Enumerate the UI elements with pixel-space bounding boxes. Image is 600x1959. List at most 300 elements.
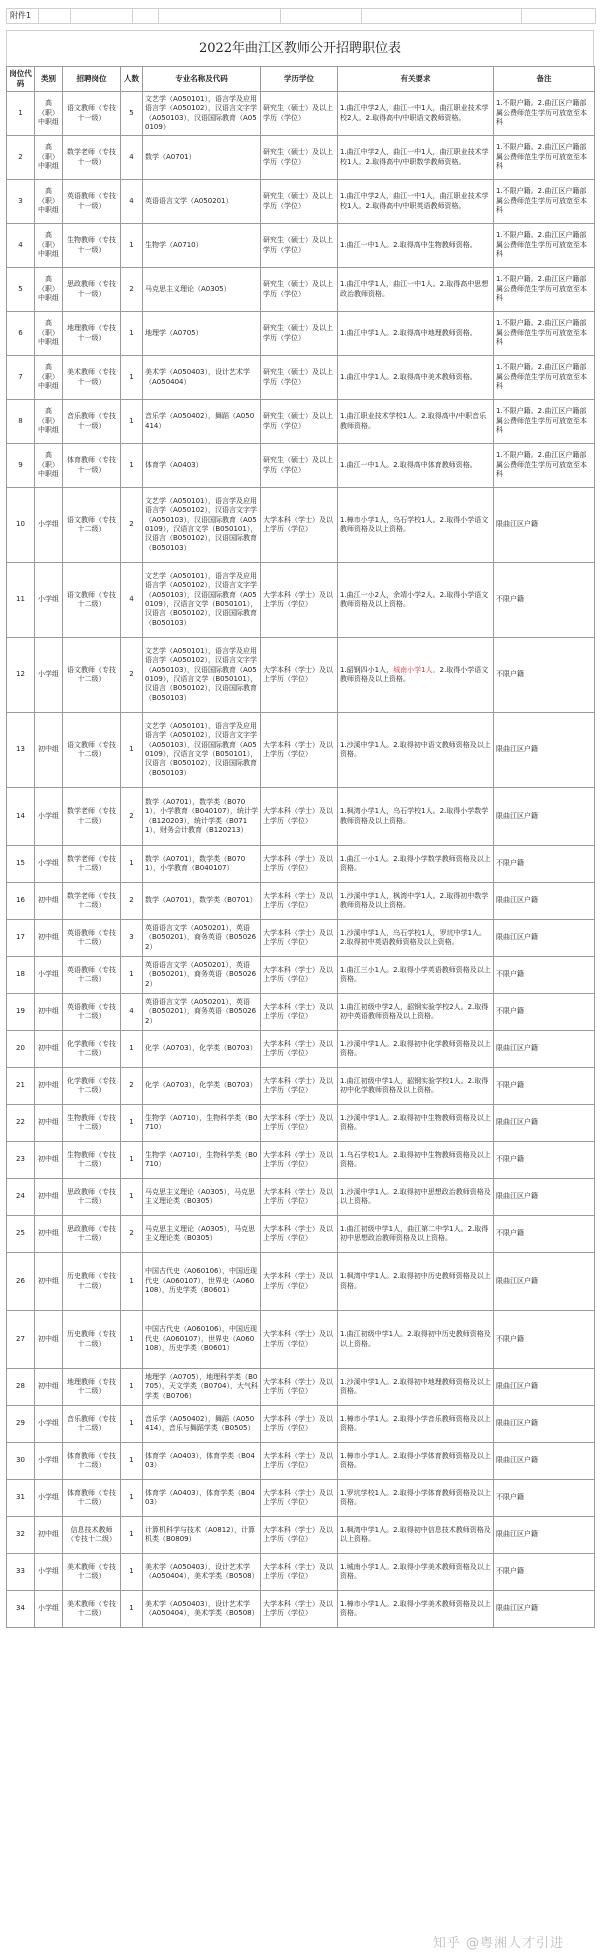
cell-education: 研究生（硕士）及以上学历（学位）	[261, 92, 338, 136]
header-empty-cell	[281, 9, 362, 23]
cell-education: 大学本科（学士）及以上学历（学位）	[261, 1253, 338, 1311]
cell-major: 生物学（A0710），生物科学类（B0710）	[143, 1105, 261, 1142]
cell-post: 生物教师（专技十二级）	[63, 1105, 121, 1142]
cell-post: 体育教师（专技十二级）	[63, 1480, 121, 1517]
cell-major: 体育学（A0403）	[143, 444, 261, 488]
cell-education: 大学本科（学士）及以上学历（学位）	[261, 1311, 338, 1369]
cell-notes: 限曲江区户籍	[494, 788, 595, 846]
cell-major: 马克思主义理论（A0305），马克思主义理论类（B0305）	[143, 1179, 261, 1216]
cell-notes: 不限户籍	[494, 994, 595, 1031]
cell-count: 2	[121, 1068, 143, 1105]
header-count: 人数	[121, 67, 143, 92]
header-post: 招聘岗位	[63, 67, 121, 92]
cell-count: 2	[121, 488, 143, 563]
table-row	[7, 1591, 595, 1628]
cell-post: 思政教师（专技十二级）	[63, 1179, 121, 1216]
cell-post: 生物教师（专技十一级）	[63, 224, 121, 268]
cell-requirements: 1.曲江中学2人，曲江一中1人，曲江职业技术学校2人。2.取得高中/中职语文教师资格。	[338, 92, 494, 136]
cell-position-code: 13	[7, 713, 35, 788]
table-row	[7, 1216, 595, 1253]
cell-requirements: 1.曲江初级中学2人，韶钢实验学校2人。2.取得初中英语教师资格及以上资格。	[338, 994, 494, 1031]
cell-category: 高（职）中职组	[35, 312, 63, 356]
cell-major: 文艺学（A050101），语言学及应用语言学（A050102），汉语言文字学（A050103），汉语国际教育（A050109），汉语言文学（B050101），汉语言（B050102），汉语国际教育（B050103）	[143, 488, 261, 563]
cell-post: 历史教师（专技十二级）	[63, 1253, 121, 1311]
cell-requirements	[338, 638, 494, 713]
table-row	[7, 1443, 595, 1480]
cell-category: 小学组	[35, 846, 63, 883]
cell-count: 1	[121, 400, 143, 444]
cell-post: 语文教师（专技十二级）	[63, 638, 121, 713]
cell-post: 语文教师（专技十二级）	[63, 563, 121, 638]
cell-position-code: 26	[7, 1253, 35, 1311]
cell-category: 小学组	[35, 1406, 63, 1443]
cell-requirements: 1.曲江一小2人，余靖小学2人。2.取得小学语文教师资格及以上资格。	[338, 563, 494, 638]
cell-count: 1	[121, 224, 143, 268]
cell-notes: 1.不限户籍。2.曲江区户籍部属公费师范生学历可放宽至本科	[494, 92, 595, 136]
cell-position-code: 24	[7, 1179, 35, 1216]
table-row	[7, 488, 595, 563]
table-row	[7, 1142, 595, 1179]
cell-education: 大学本科（学士）及以上学历（学位）	[261, 1443, 338, 1480]
header-position-code: 岗位代码	[7, 67, 35, 92]
cell-count: 1	[121, 713, 143, 788]
cell-position-code: 29	[7, 1406, 35, 1443]
cell-notes: 不限户籍	[494, 846, 595, 883]
table-body	[7, 92, 595, 1628]
header-major: 专业名称及代码	[143, 67, 261, 92]
cell-category: 高（职）中职组	[35, 136, 63, 180]
attachment-label: 附件1	[7, 9, 39, 23]
cell-position-code: 8	[7, 400, 35, 444]
cell-position-code: 6	[7, 312, 35, 356]
cell-category: 高（职）中职组	[35, 92, 63, 136]
cell-position-code: 17	[7, 920, 35, 957]
table-row	[7, 1179, 595, 1216]
cell-post: 语文教师（专技十二级）	[63, 488, 121, 563]
cell-category: 高（职）中职组	[35, 268, 63, 312]
job-positions-table	[6, 66, 595, 1628]
cell-count: 2	[121, 638, 143, 713]
cell-position-code: 30	[7, 1443, 35, 1480]
cell-count: 1	[121, 1142, 143, 1179]
cell-major: 体育学（A0403），体育学类（B0403）	[143, 1480, 261, 1517]
cell-position-code: 9	[7, 444, 35, 488]
cell-position-code: 18	[7, 957, 35, 994]
cell-post: 音乐教师（专技十二级）	[63, 1406, 121, 1443]
cell-notes: 限曲江区户籍	[494, 1253, 595, 1311]
cell-count: 1	[121, 1253, 143, 1311]
cell-major: 数学（A0701）	[143, 136, 261, 180]
cell-education: 大学本科（学士）及以上学历（学位）	[261, 994, 338, 1031]
cell-position-code: 1	[7, 92, 35, 136]
table-row	[7, 788, 595, 846]
cell-notes: 1.不限户籍。2.曲江区户籍部属公费师范生学历可放宽至本科	[494, 224, 595, 268]
cell-count: 1	[121, 1179, 143, 1216]
cell-count: 1	[121, 846, 143, 883]
cell-major: 英语语言文学（A050201），英语（B050201），商务英语（B050262）	[143, 994, 261, 1031]
cell-notes: 不限户籍	[494, 1142, 595, 1179]
cell-category: 小学组	[35, 1554, 63, 1591]
cell-count: 4	[121, 563, 143, 638]
cell-post: 音乐教师（专技十一级）	[63, 400, 121, 444]
cell-major: 化学（A0703），化学类（B0703）	[143, 1068, 261, 1105]
cell-requirements: 1.樟市小学1人，乌石学校1人。2.取得小学语文教师资格及以上资格。	[338, 488, 494, 563]
header-empty-cell	[71, 9, 133, 23]
cell-requirements: 1.沙溪中学1人。2.取得初中化学教师资格及以上资格。	[338, 1031, 494, 1068]
cell-count: 1	[121, 1311, 143, 1369]
cell-notes: 限曲江区户籍	[494, 1517, 595, 1554]
cell-notes: 限曲江区户籍	[494, 1443, 595, 1480]
cell-post: 化学教师（专技十二级）	[63, 1068, 121, 1105]
cell-category: 初中组	[35, 1216, 63, 1253]
cell-notes: 不限户籍	[494, 1216, 595, 1253]
cell-position-code: 12	[7, 638, 35, 713]
cell-position-code: 31	[7, 1480, 35, 1517]
cell-category: 小学组	[35, 1480, 63, 1517]
cell-requirements: 1.曲江中学1人，曲江一中1人。2.取得高中思想政治教师资格。	[338, 268, 494, 312]
table-row	[7, 1105, 595, 1142]
cell-count: 2	[121, 268, 143, 312]
cell-education: 研究生（硕士）及以上学历（学位）	[261, 180, 338, 224]
cell-count: 1	[121, 1480, 143, 1517]
cell-notes: 不限户籍	[494, 638, 595, 713]
cell-post: 英语教师（专技十一级）	[63, 180, 121, 224]
cell-requirements: 1.曲江中学1人。2.取得高中美术教师资格。	[338, 356, 494, 400]
cell-post: 思政教师（专技十一级）	[63, 268, 121, 312]
cell-major: 数学（A0701），数学类（B0701）	[143, 883, 261, 920]
cell-major: 文艺学（A050101），语言学及应用语言学（A050102），汉语言文字学（A050103），汉语国际教育（A050109），汉语言文学（B050101），汉语言（B050102），汉语国际教育（B050103）	[143, 713, 261, 788]
header-empty-cell	[522, 9, 595, 23]
cell-requirements: 1.罗坑学校1人。2.取得小学体育教师资格及以上资格。	[338, 1480, 494, 1517]
watermark: 知乎 @粤湘人才引进	[432, 1936, 564, 1951]
table-row	[7, 92, 595, 136]
cell-education: 大学本科（学士）及以上学历（学位）	[261, 1142, 338, 1179]
table-row	[7, 1517, 595, 1554]
cell-count: 1	[121, 1591, 143, 1628]
cell-category: 初中组	[35, 883, 63, 920]
cell-notes: 限曲江区户籍	[494, 1369, 595, 1406]
cell-category: 小学组	[35, 788, 63, 846]
cell-position-code: 22	[7, 1105, 35, 1142]
cell-category: 小学组	[35, 488, 63, 563]
cell-category: 小学组	[35, 563, 63, 638]
header-category: 类别	[35, 67, 63, 92]
cell-post: 数学老师（专技十二级）	[63, 846, 121, 883]
cell-major: 文艺学（A050101），语言学及应用语言学（A050102），汉语言文字学（A050103），汉语国际教育（A050109）	[143, 92, 261, 136]
cell-count: 1	[121, 312, 143, 356]
cell-major: 马克思主义理论（A0305），马克思主义理论类（B0305）	[143, 1216, 261, 1253]
cell-requirements: 1.乌石学校1人。2.取得初中生物教师资格及以上资格。	[338, 1142, 494, 1179]
cell-education: 大学本科（学士）及以上学历（学位）	[261, 1369, 338, 1406]
cell-education: 大学本科（学士）及以上学历（学位）	[261, 1179, 338, 1216]
cell-position-code: 23	[7, 1142, 35, 1179]
cell-education: 大学本科（学士）及以上学历（学位）	[261, 1216, 338, 1253]
cell-education: 研究生（硕士）及以上学历（学位）	[261, 400, 338, 444]
cell-education: 大学本科（学士）及以上学历（学位）	[261, 1406, 338, 1443]
cell-count: 3	[121, 920, 143, 957]
table-row	[7, 1253, 595, 1311]
cell-major: 英语语言文学（A050201）	[143, 180, 261, 224]
table-row	[7, 224, 595, 268]
cell-post: 语文教师（专技十一级）	[63, 92, 121, 136]
header-empty-cell	[39, 9, 71, 23]
cell-requirements: 1.曲江职业技术学校1人。2.取得高中/中职音乐教师资格。	[338, 400, 494, 444]
cell-count: 4	[121, 994, 143, 1031]
cell-notes: 1.不限户籍。2.曲江区户籍部属公费师范生学历可放宽至本科	[494, 356, 595, 400]
cell-category: 初中组	[35, 1179, 63, 1216]
header-empty-cell	[362, 9, 522, 23]
cell-major: 文艺学（A050101），语言学及应用语言学（A050102），汉语言文字学（A050103），汉语国际教育（A050109），汉语言文学（B050101），汉语言（B050102），汉语国际教育（B050103）	[143, 563, 261, 638]
cell-requirements: 1.枫湾小学1人，乌石学校1人。2.取得小学数学教师资格及以上资格。	[338, 788, 494, 846]
cell-category: 高（职）中职组	[35, 400, 63, 444]
cell-notes: 不限户籍	[494, 1068, 595, 1105]
cell-education: 大学本科（学士）及以上学历（学位）	[261, 563, 338, 638]
cell-requirements: 1.樟市小学1人。2.取得小学音乐教师资格及以上资格。	[338, 1406, 494, 1443]
document-title: 2022年曲江区教师公开招聘职位表	[6, 30, 594, 66]
cell-education: 研究生（硕士）及以上学历（学位）	[261, 356, 338, 400]
cell-major: 地理学（A0705），地理科学类（B0705），天文学类（B0704），大气科学类（B0706）	[143, 1369, 261, 1406]
cell-position-code: 21	[7, 1068, 35, 1105]
cell-category: 小学组	[35, 1443, 63, 1480]
cell-count: 4	[121, 180, 143, 224]
table-row	[7, 1311, 595, 1369]
cell-count: 1	[121, 1406, 143, 1443]
cell-education: 大学本科（学士）及以上学历（学位）	[261, 846, 338, 883]
table-row	[7, 994, 595, 1031]
table-row	[7, 356, 595, 400]
table-row	[7, 920, 595, 957]
cell-notes: 限曲江区户籍	[494, 1179, 595, 1216]
cell-count: 5	[121, 92, 143, 136]
cell-category: 初中组	[35, 920, 63, 957]
requirement-text: 2.取得小学语文教师资格及以上资格。	[340, 665, 489, 683]
cell-education: 大学本科（学士）及以上学历（学位）	[261, 920, 338, 957]
cell-position-code: 5	[7, 268, 35, 312]
table-row	[7, 1031, 595, 1068]
cell-major: 计算机科学与技术（A0812），计算机类（B0809）	[143, 1517, 261, 1554]
cell-requirements: 1.曲江中学1人。2.取得高中地理教师资格。	[338, 312, 494, 356]
cell-position-code: 33	[7, 1554, 35, 1591]
cell-post: 历史教师（专技十二级）	[63, 1311, 121, 1369]
cell-education: 大学本科（学士）及以上学历（学位）	[261, 788, 338, 846]
cell-education: 大学本科（学士）及以上学历（学位）	[261, 1517, 338, 1554]
cell-category: 小学组	[35, 1591, 63, 1628]
cell-category: 初中组	[35, 713, 63, 788]
cell-major: 美术学（A050403），设计艺术学（A050404），美术学类（B0508）	[143, 1591, 261, 1628]
header-empty-cell	[159, 9, 281, 23]
table-row	[7, 1369, 595, 1406]
cell-requirements: 1.曲江三小1人。2.取得小学英语教师资格及以上资格。	[338, 957, 494, 994]
cell-count: 1	[121, 1554, 143, 1591]
cell-count: 2	[121, 1216, 143, 1253]
cell-post: 美术教师（专技十一级）	[63, 356, 121, 400]
table-row	[7, 563, 595, 638]
cell-major: 美术学（A050403），设计艺术学（A050404）	[143, 356, 261, 400]
cell-requirements: 1.沙溪中学1人。2.取得初中思想政治教师资格及以上资格。	[338, 1179, 494, 1216]
cell-category: 初中组	[35, 1068, 63, 1105]
cell-education: 研究生（硕士）及以上学历（学位）	[261, 312, 338, 356]
cell-education: 大学本科（学士）及以上学历（学位）	[261, 1554, 338, 1591]
table-header-row	[7, 67, 595, 92]
cell-requirements: 1.沙溪中学1人，乌石学校1人，罗坑中学1人。2.取得初中英语教师资格及以上资格。	[338, 920, 494, 957]
cell-post: 化学教师（专技十二级）	[63, 1031, 121, 1068]
cell-category: 初中组	[35, 994, 63, 1031]
cell-position-code: 20	[7, 1031, 35, 1068]
cell-post: 英语教师（专技十二级）	[63, 994, 121, 1031]
cell-category: 初中组	[35, 1142, 63, 1179]
cell-count: 2	[121, 788, 143, 846]
cell-requirements: 1.曲江初级中学1人。2.取得初中历史教师资格及以上资格。	[338, 1311, 494, 1369]
cell-notes: 不限户籍	[494, 957, 595, 994]
cell-notes: 1.不限户籍。2.曲江区户籍部属公费师范生学历可放宽至本科	[494, 180, 595, 224]
cell-post: 思政教师（专技十二级）	[63, 1216, 121, 1253]
cell-notes: 不限户籍	[494, 563, 595, 638]
cell-position-code: 32	[7, 1517, 35, 1554]
cell-notes: 1.不限户籍。2.曲江区户籍部属公费师范生学历可放宽至本科	[494, 136, 595, 180]
cell-post: 地理教师（专技十一级）	[63, 312, 121, 356]
cell-education: 大学本科（学士）及以上学历（学位）	[261, 957, 338, 994]
cell-post: 体育教师（专技十一级）	[63, 444, 121, 488]
cell-requirements: 1.沙溪中学1人。2.取得初中地理教师资格及以上资格。	[338, 1369, 494, 1406]
cell-notes: 1.不限户籍。2.曲江区户籍部属公费师范生学历可放宽至本科	[494, 444, 595, 488]
cell-major: 美术学（A050403），设计艺术学（A050404），美术学类（B0508）	[143, 1554, 261, 1591]
cell-post: 信息技术教师（专技十二级）	[63, 1517, 121, 1554]
cell-major: 地理学（A0705）	[143, 312, 261, 356]
cell-requirements: 1.樟市小学1人。2.取得小学美术教师资格及以上资格。	[338, 1591, 494, 1628]
cell-notes: 1.不限户籍。2.曲江区户籍部属公费师范生学历可放宽至本科	[494, 312, 595, 356]
cell-requirements: 1.沙溪中学1人。2.取得初中语文教师资格及以上资格。	[338, 713, 494, 788]
table-row	[7, 268, 595, 312]
cell-post: 生物教师（专技十二级）	[63, 1142, 121, 1179]
cell-requirements: 1.枫湾中学1人。2.取得初中信息技术教师资格及以上资格。	[338, 1517, 494, 1554]
cell-major: 数学（A0701），数学类（B0701），小学教育（B040107）	[143, 846, 261, 883]
cell-requirements: 1.曲江中学2人，曲江一中1人，曲江职业技术学校1人。2.取得高中/中职英语教师资格。	[338, 180, 494, 224]
cell-count: 1	[121, 1369, 143, 1406]
cell-category: 初中组	[35, 1253, 63, 1311]
cell-requirements: 1.曲江一中1人。2.取得高中体育教师资格。	[338, 444, 494, 488]
cell-requirements: 1.曲江一中1人。2.取得高中生物教师资格。	[338, 224, 494, 268]
table-row	[7, 1406, 595, 1443]
cell-education: 研究生（硕士）及以上学历（学位）	[261, 136, 338, 180]
cell-count: 2	[121, 883, 143, 920]
table-row	[7, 846, 595, 883]
cell-notes: 不限户籍	[494, 1311, 595, 1369]
cell-education: 大学本科（学士）及以上学历（学位）	[261, 1031, 338, 1068]
cell-requirements: 1.曲江一小1人。2.取得小学数学教师资格及以上资格。	[338, 846, 494, 883]
cell-post: 数学老师（专技十二级）	[63, 883, 121, 920]
cell-notes: 限曲江区户籍	[494, 1031, 595, 1068]
cell-position-code: 19	[7, 994, 35, 1031]
table-row	[7, 400, 595, 444]
cell-major: 音乐学（A050402），舞蹈（A050414）	[143, 400, 261, 444]
cell-education: 研究生（硕士）及以上学历（学位）	[261, 224, 338, 268]
table-row	[7, 713, 595, 788]
cell-category: 高（职）中职组	[35, 180, 63, 224]
cell-post: 数学老师（专技十一级）	[63, 136, 121, 180]
cell-requirements: 1.曲江初级中学1人，韶钢实验学校1人。2.取得初中化学教师资格及以上资格。	[338, 1068, 494, 1105]
cell-requirements: 1.曲江中学2人，曲江一中1人，曲江职业技术学校1人。2.取得高中/中职数学教师资格。	[338, 136, 494, 180]
cell-category: 高（职）中职组	[35, 444, 63, 488]
cell-education: 大学本科（学士）及以上学历（学位）	[261, 488, 338, 563]
header-empty-cell	[133, 9, 159, 23]
cell-major: 中国古代史（A060106），中国近现代史（A060107），世界史（A060108），历史学类（B0601）	[143, 1253, 261, 1311]
cell-count: 1	[121, 356, 143, 400]
cell-requirements: 1.城南小学1人。2.取得小学美术教师资格及以上资格。	[338, 1554, 494, 1591]
table-row	[7, 312, 595, 356]
table-row	[7, 1068, 595, 1105]
cell-position-code: 11	[7, 563, 35, 638]
cell-major: 体育学（A0403），体育学类（B0403）	[143, 1443, 261, 1480]
cell-major: 英语语言文学（A050201），英语（B050201），商务英语（B050262）	[143, 920, 261, 957]
cell-category: 初中组	[35, 1517, 63, 1554]
cell-position-code: 15	[7, 846, 35, 883]
requirement-highlight: 城南小学1人。	[393, 665, 440, 674]
cell-notes: 限曲江区户籍	[494, 488, 595, 563]
cell-position-code: 27	[7, 1311, 35, 1369]
table-row	[7, 957, 595, 994]
cell-category: 初中组	[35, 1369, 63, 1406]
cell-position-code: 3	[7, 180, 35, 224]
cell-requirements: 1.沙溪中学1人，枫湾中学1人。2.取得初中数学教师资格及以上资格。	[338, 883, 494, 920]
cell-category: 高（职）中职组	[35, 356, 63, 400]
cell-notes: 限曲江区户籍	[494, 713, 595, 788]
cell-position-code: 16	[7, 883, 35, 920]
cell-major: 音乐学（A050402），舞蹈（A050414），音乐与舞蹈学类（B0505）	[143, 1406, 261, 1443]
cell-requirements: 1.枫湾中学1人。2.取得初中历史教师资格及以上资格。	[338, 1253, 494, 1311]
cell-count: 1	[121, 957, 143, 994]
cell-post: 体育教师（专技十二级）	[63, 1443, 121, 1480]
cell-post: 数学老师（专技十二级）	[63, 788, 121, 846]
cell-notes: 限曲江区户籍	[494, 1105, 595, 1142]
cell-notes: 1.不限户籍。2.曲江区户籍部属公费师范生学历可放宽至本科	[494, 400, 595, 444]
cell-notes: 限曲江区户籍	[494, 1406, 595, 1443]
cell-education: 大学本科（学士）及以上学历（学位）	[261, 638, 338, 713]
table-row	[7, 883, 595, 920]
cell-notes: 限曲江区户籍	[494, 920, 595, 957]
cell-count: 1	[121, 444, 143, 488]
cell-major: 化学（A0703），化学类（B0703）	[143, 1031, 261, 1068]
cell-count: 4	[121, 136, 143, 180]
cell-position-code: 25	[7, 1216, 35, 1253]
cell-notes: 限曲江区户籍	[494, 883, 595, 920]
cell-education: 大学本科（学士）及以上学历（学位）	[261, 1480, 338, 1517]
cell-post: 美术教师（专技十二级）	[63, 1554, 121, 1591]
cell-post: 英语教师（专技十二级）	[63, 957, 121, 994]
header-notes: 备注	[494, 67, 595, 92]
cell-requirements: 1.曲江初级中学1人，曲江第二中学1人。2.取得初中思想政治教师资格及以上资格。	[338, 1216, 494, 1253]
cell-position-code: 14	[7, 788, 35, 846]
cell-position-code: 2	[7, 136, 35, 180]
cell-count: 1	[121, 1105, 143, 1142]
cell-education: 大学本科（学士）及以上学历（学位）	[261, 1105, 338, 1142]
cell-count: 1	[121, 1031, 143, 1068]
cell-post: 语文教师（专技十二级）	[63, 713, 121, 788]
cell-category: 高（职）中职组	[35, 224, 63, 268]
table-row	[7, 1554, 595, 1591]
table-row	[7, 136, 595, 180]
cell-education: 大学本科（学士）及以上学历（学位）	[261, 1591, 338, 1628]
cell-category: 初中组	[35, 1311, 63, 1369]
cell-position-code: 7	[7, 356, 35, 400]
cell-education: 大学本科（学士）及以上学历（学位）	[261, 883, 338, 920]
cell-major: 文艺学（A050101），语言学及应用语言学（A050102），汉语言文字学（A050103），汉语国际教育（A050109），汉语言文学（B050101），汉语言（B050102），汉语国际教育（B050103）	[143, 638, 261, 713]
table-row	[7, 638, 595, 713]
requirement-text: 1.韶钢四小1人，	[340, 665, 394, 674]
cell-position-code: 10	[7, 488, 35, 563]
cell-category: 初中组	[35, 1105, 63, 1142]
header-education: 学历学位	[261, 67, 338, 92]
table-row	[7, 180, 595, 224]
